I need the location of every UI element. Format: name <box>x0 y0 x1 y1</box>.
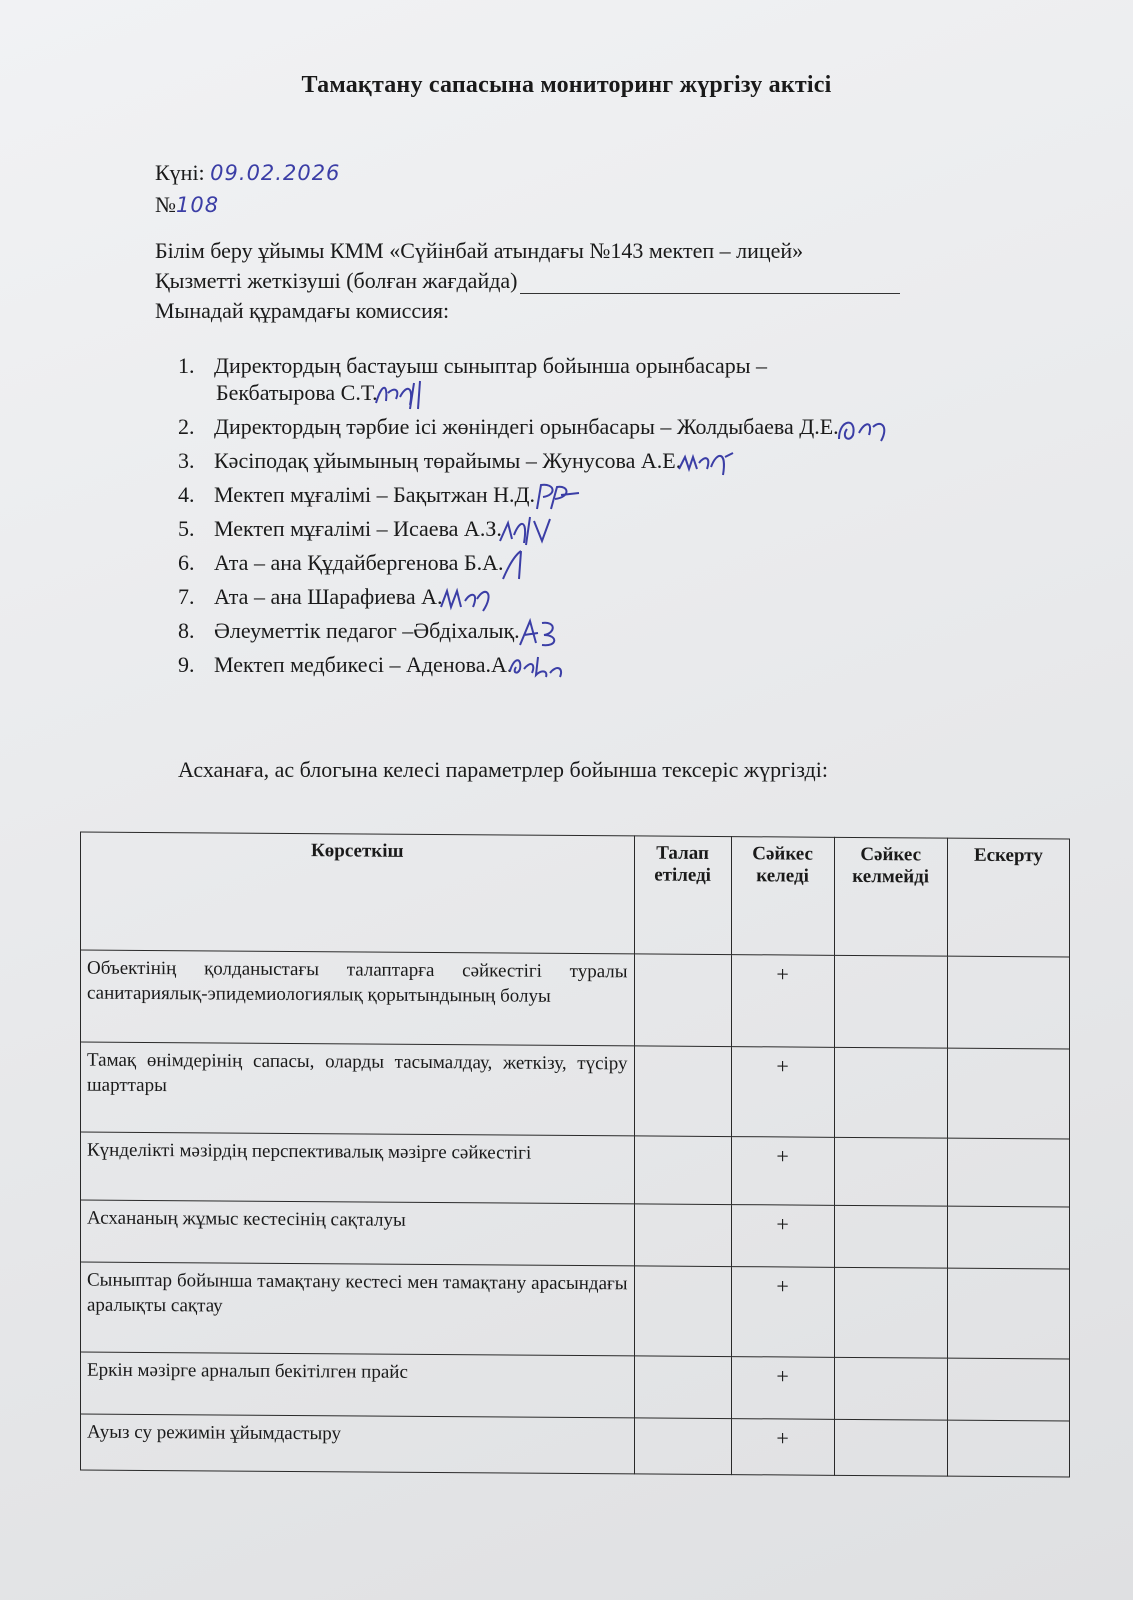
signature-icon <box>508 651 568 683</box>
signature-icon <box>499 549 559 581</box>
number-value: 108 <box>176 193 220 217</box>
list-item: 3. Кәсіподақ ұйымының төрайымы – Жунусова А.Е. <box>178 447 895 479</box>
document-title: Тамақтану сапасына мониторинг жүргізу актісі <box>301 72 832 98</box>
list-item: 7. Ата – ана Шарафиева А. <box>178 583 895 615</box>
table-row: Еркін мәзірге арналып бекітілген прайс + <box>81 1352 1070 1421</box>
signature-icon <box>374 379 434 411</box>
table-row: Күнделікті мәзірдің перспективалық мәзірге сәйкестігі + <box>81 1132 1070 1207</box>
signature-icon <box>531 481 591 513</box>
header-required: Талап етіледі <box>634 836 731 955</box>
commission-label: Мынадай құрамдағы комиссия: <box>155 298 450 323</box>
signature-icon <box>439 583 499 615</box>
supplier-line <box>155 268 900 294</box>
list-item: 4. Мектеп мұғалімі – Бақытжан Н.Д. <box>178 481 895 513</box>
header-note: Ескерту <box>947 838 1069 957</box>
inspection-table <box>80 832 1070 1478</box>
list-item: 5. Мектеп мұғалімі – Исаева А.З. <box>178 515 895 547</box>
list-item: 2. Директордың тәрбие ісі жөніндегі орынбасары – Жолдыбаева Д.Е. <box>178 413 895 445</box>
list-item: 1. Директордың бастауыш сыныптар бойынша орынбасары – Бекбатырова С.Т. <box>178 353 895 411</box>
table-row: Объектінің қолданыстағы талаптарға сәйкестігі туралы санитариялық-эпидемиологиялық қорытындының болуы + <box>81 950 1070 1049</box>
signature-icon <box>677 447 737 479</box>
header-indicator: Көрсеткіш <box>81 832 635 954</box>
signature-icon <box>498 515 558 547</box>
signature-icon <box>835 413 895 445</box>
organization-line: Білім беру ұйымы КММ «Сүйінбай атындағы №143 мектеп – лицей» <box>155 238 804 263</box>
inspection-intro: Асханаға, ас блогына келесі параметрлер бойынша тексеріс жүргізді: <box>178 757 828 782</box>
table-header-row <box>81 832 1070 957</box>
list-item: 8. Әлеуметтік педагог –Әбдіхалық. <box>178 617 895 649</box>
commission-list <box>178 353 895 685</box>
supplier-label: Қызметті жеткізуші (болған жағдайда) <box>155 268 518 293</box>
supplier-blank <box>520 271 900 294</box>
date-label: Күні: <box>155 160 205 185</box>
number-label: № <box>155 192 176 217</box>
table-row: Асхананың жұмыс кестесінің сақталуы + <box>81 1200 1070 1269</box>
table-row: Ауыз су режимін ұйымдастыру + <box>81 1414 1070 1477</box>
date-line <box>155 160 340 186</box>
number-line <box>155 192 219 218</box>
list-item: 9. Мектеп медбикесі – Аденова.А. <box>178 651 895 683</box>
header-compliant: Сәйкес келеді <box>731 837 834 956</box>
table-row: Тамақ өнімдерінің сапасы, оларды тасымалдау, жеткізу, түсіру шарттары + <box>81 1042 1070 1139</box>
date-value: 09.02.2026 <box>210 161 341 185</box>
list-item: 6. Ата – ана Құдайбергенова Б.А. <box>178 549 895 581</box>
signature-icon <box>516 617 576 649</box>
header-noncompliant: Сәйкес келмейді <box>834 837 947 956</box>
table-row: Сыныптар бойынша тамақтану кестесі мен тамақтану арасындағы аралықты сақтау + <box>81 1262 1070 1359</box>
